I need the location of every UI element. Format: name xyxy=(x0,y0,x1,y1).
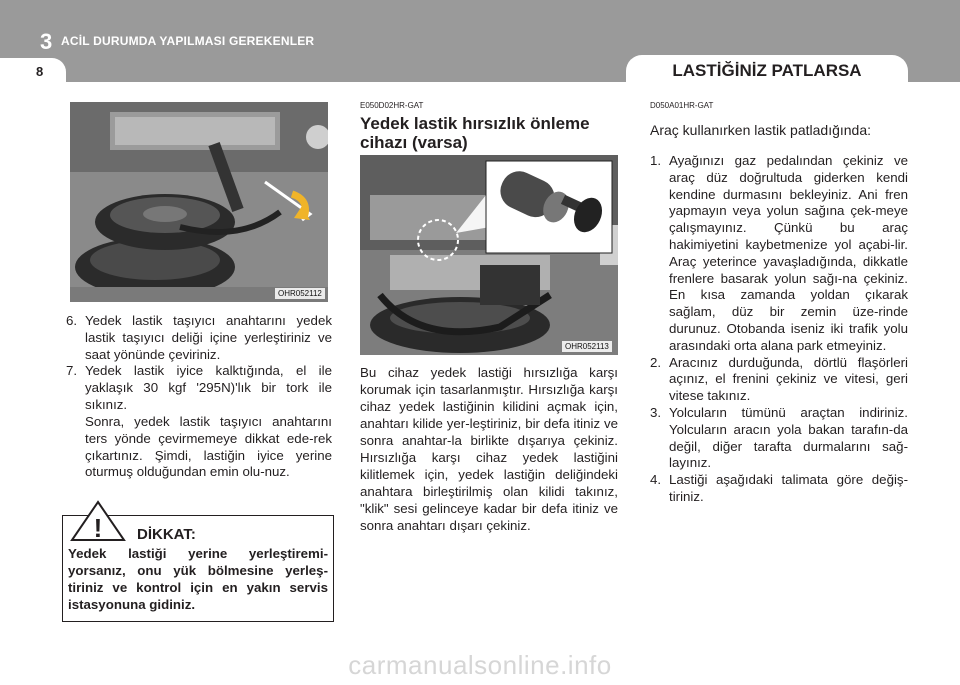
section-title: LASTİĞİNİZ PATLARSA xyxy=(672,61,862,80)
caution-title: DİKKAT: xyxy=(137,526,196,543)
photo-code: OHR052112 xyxy=(275,288,325,299)
section-code: E050D02HR-GAT xyxy=(360,101,424,110)
section-code: D050A01HR-GAT xyxy=(650,101,714,110)
list-item: 3. Yolcuların tümünü araçtan indiriniz. Yolcuların aracın yola bakan tarafın-da değil, diğer tarafta durmalarını sağ-layınız. xyxy=(650,404,908,471)
caution-text: Yedek lastiği yerine yerleştiremi-yorsanız, onu yük bölmesine yerleş-tiriniz ve kontrol için en yakın servis istasyonuna gidiniz. xyxy=(68,546,328,612)
warning-triangle-icon xyxy=(70,500,126,542)
list-item: 1. Ayağınızı gaz pedalından çekiniz ve araç düz doğrultuda giderken kendi kendine durmasını bekleyiniz. Ani fren yapmayın veya yolun sağına çek-meye çalışmayınız. Çünkü bu araç hakimiyetini kaybetmenize yol açabi-lir. Araç yeterince yavaşladığında, dikkatle frenlere basarak yolun sağı-na çekiniz. En kısa zamanda yoldan çıkarak sağlam, düz bir zemin üze-rinde durunuz. Otobanda iseniz iki trafik yolu arasındaki orta alana park etmeyiniz. xyxy=(650,153,908,353)
page-number: 8 xyxy=(36,64,44,79)
spare-tire-carrier-photo xyxy=(70,102,328,302)
chapter-number: 3 xyxy=(40,29,53,54)
steps-list-left xyxy=(66,313,332,414)
list-item: 4. Lastiği aşağıdaki talimata göre değiş-tiriniz. xyxy=(650,472,908,504)
steps-list-right xyxy=(650,153,908,506)
lead-text: Araç kullanırken lastik patladığında: xyxy=(650,122,872,138)
step7-continuation: Sonra, yedek lastik taşıyıcı anahtarını ters yönde çevirmemeye dikkat ede-rek çıkartınız. Şimdi, lastiğin iyice yerine oturmuş olduğundan emin olu-nuz. xyxy=(85,414,332,480)
page-number-tab xyxy=(0,58,66,84)
list-item: 6. Yedek lastik taşıyıcı anahtarını yedek lastik taşıyıcı deliği içine yerleştiriniz ve saat yönünde çeviriniz. xyxy=(66,313,332,362)
svg-text:!: ! xyxy=(93,513,103,542)
chapter-title: ACİL DURUMDA YAPILMASI GEREKENLER xyxy=(61,34,315,48)
section-heading: Yedek lastik hırsızlık önleme cihazı (varsa) xyxy=(360,114,590,152)
list-item: 2. Aracınız durduğunda, dörtlü flaşörleri açınız, el frenini çekiniz ve vitesi, geri vitese takınız. xyxy=(650,354,908,404)
anti-theft-body: Bu cihaz yedek lastiği hırsızlığa karşı korumak için tasarlanmıştır. Hırsızlığa karşı cihaz yedek lastiğinin kilidini açmak için, anahtarı kilide yer-leştiriniz, bir defa itiniz ve sonra anahtar-la birlikte dışarıya çekiniz. Hırsızlığa karşı cihaz yedek lastiğini kilitlemek için, yedek lastiğin deliğindeki anahtara birleştirilmiş olan kilidi takınız, "klik" sesi gelinceye kadar bir defa itiniz ve sonra anahtarı dışarı çekiniz. xyxy=(360,365,618,533)
anti-theft-lock-photo xyxy=(360,155,618,355)
list-item: 7. Yedek lastik iyice kalktığında, el ile yaklaşık 30 kgf '295N)'lık bir tork ile sıkınız. xyxy=(66,363,332,412)
watermark: carmanualsonline.info xyxy=(348,650,612,680)
photo-code: OHR052113 xyxy=(562,341,612,352)
